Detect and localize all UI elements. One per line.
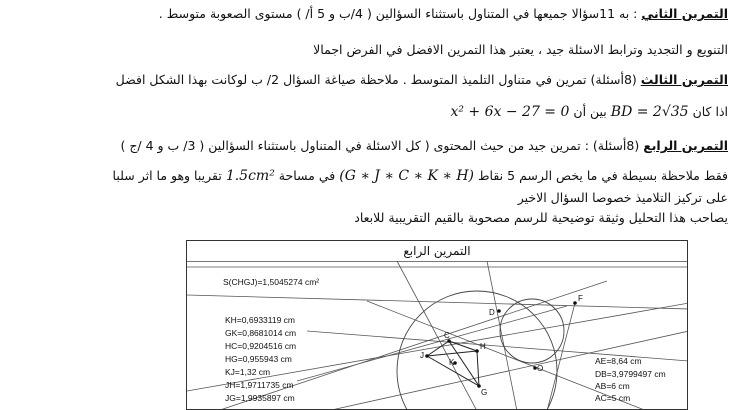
segment-hg (477, 351, 479, 386)
point-d-dot (497, 309, 501, 313)
exercise-4-remark-end: تقريبا وهو ما اثر سلبا (112, 168, 222, 183)
exercise-2-line-1 (159, 6, 728, 22)
point-h-label: H (480, 342, 486, 351)
line-diagonal-4 (297, 306, 567, 381)
exercise-4-line-3: على تركيز التلاميذ خصوصا السؤال الاخير (517, 190, 728, 205)
exercise-3-show: بين أن (573, 104, 607, 119)
measure-ae: AE=8,64 cm (595, 356, 642, 366)
area-measure: S(CHGJ)=1,5045274 cm² (223, 277, 320, 287)
exercise-4-remark-area: في مساحة (278, 168, 336, 183)
circle-small (500, 299, 564, 363)
point-h-dot (475, 349, 479, 353)
exercise-4-line-4: يصاحب هذا التحليل وثيقة توضيحية للرسم مصحوبة بالقيم التقريبية للابعاد (354, 210, 728, 225)
point-j-dot (425, 354, 429, 358)
line-upper (187, 295, 688, 309)
point-k-label: K (449, 358, 455, 367)
exercise-3-math-equation: x² + 6x − 27 = 0 (450, 104, 570, 120)
exercise-3-line-2 (450, 104, 728, 120)
measure-jh: JH=1,9711735 cm (225, 380, 294, 390)
exercise-3-if: اذا كان (692, 104, 728, 119)
point-j-label: J (420, 351, 424, 360)
exercise-4-line-2 (113, 168, 728, 184)
line-steep (397, 261, 477, 410)
figure-drawing (187, 241, 688, 410)
right-measures (595, 356, 666, 403)
exercise-4-remark-start: فقط ملاحظة بسيطة في ما يخص الرسم 5 نقاط (477, 168, 728, 183)
exercise-2-text: : به 11سؤالا جميعها في المتناول باستثناء السؤالين ( 4/ب و 5 أ/ ) مستوى الصعوبة متوسط . (158, 6, 642, 21)
point-c-label: C (444, 331, 450, 340)
exercise-3-math-bd: BD = 2√35 (610, 104, 689, 120)
exercise-3-line-1 (116, 72, 728, 88)
exercise-4-math-points: (G ∗ J ∗ C ∗ K ∗ H) (339, 168, 474, 184)
line-vertical-d (487, 261, 517, 410)
exercise-3-title: التمرين الثالث (640, 72, 728, 87)
point-f-label: F (578, 294, 583, 303)
exercise-3-text: (8أسئلة) تمرين في متناول التلميذ المتوسط . ملاحظة صياغة السؤال 2/ ب لوكانت بهذا الشكل افضل (115, 72, 637, 87)
point-d-label: D (489, 308, 495, 317)
exercise-2-title: التمرين الثاني (641, 6, 728, 21)
point-f-dot (573, 301, 577, 305)
measure-hg: HG=0,955943 cm (225, 354, 292, 364)
measure-ab: AB=6 cm (595, 381, 630, 391)
exercise-4-line-1 (120, 138, 728, 154)
point-g-label: G (481, 388, 488, 397)
exercise-4-title: التمرين الرابع (643, 138, 728, 153)
point-o-label: O (537, 364, 544, 373)
exercise-4-text: (8أسئلة) : تمرين جيد من حيث المحتوى ( كل الاسئلة في المتناول باستثناء السؤالين ( 3/ ب و 4 /ج ) (120, 138, 640, 153)
measure-kj: KJ=1,32 cm (225, 367, 271, 377)
measure-gk: GK=0,8681014 cm (225, 328, 297, 338)
segment-jh (427, 351, 477, 356)
measure-hc: HC=0,9204516 cm (225, 341, 297, 351)
left-measures (225, 315, 296, 403)
measure-jg: JG=1,9935897 cm (225, 393, 295, 403)
measure-db: DB=3,9799497 cm (595, 369, 666, 379)
measure-kh: KH=0,6933119 cm (225, 315, 296, 325)
exercise-2-line-2: التنويع و التجديد وترابط الاسئلة جيد ، يعتبر هذا التمرين الافضل في الفرض اجمالا (313, 42, 728, 57)
measure-ac: AC=5 cm (595, 393, 631, 403)
geometry-figure (186, 240, 688, 410)
figure-title: التمرين الرابع (187, 241, 687, 262)
exercise-4-math-area: 1.5cm² (225, 168, 275, 184)
